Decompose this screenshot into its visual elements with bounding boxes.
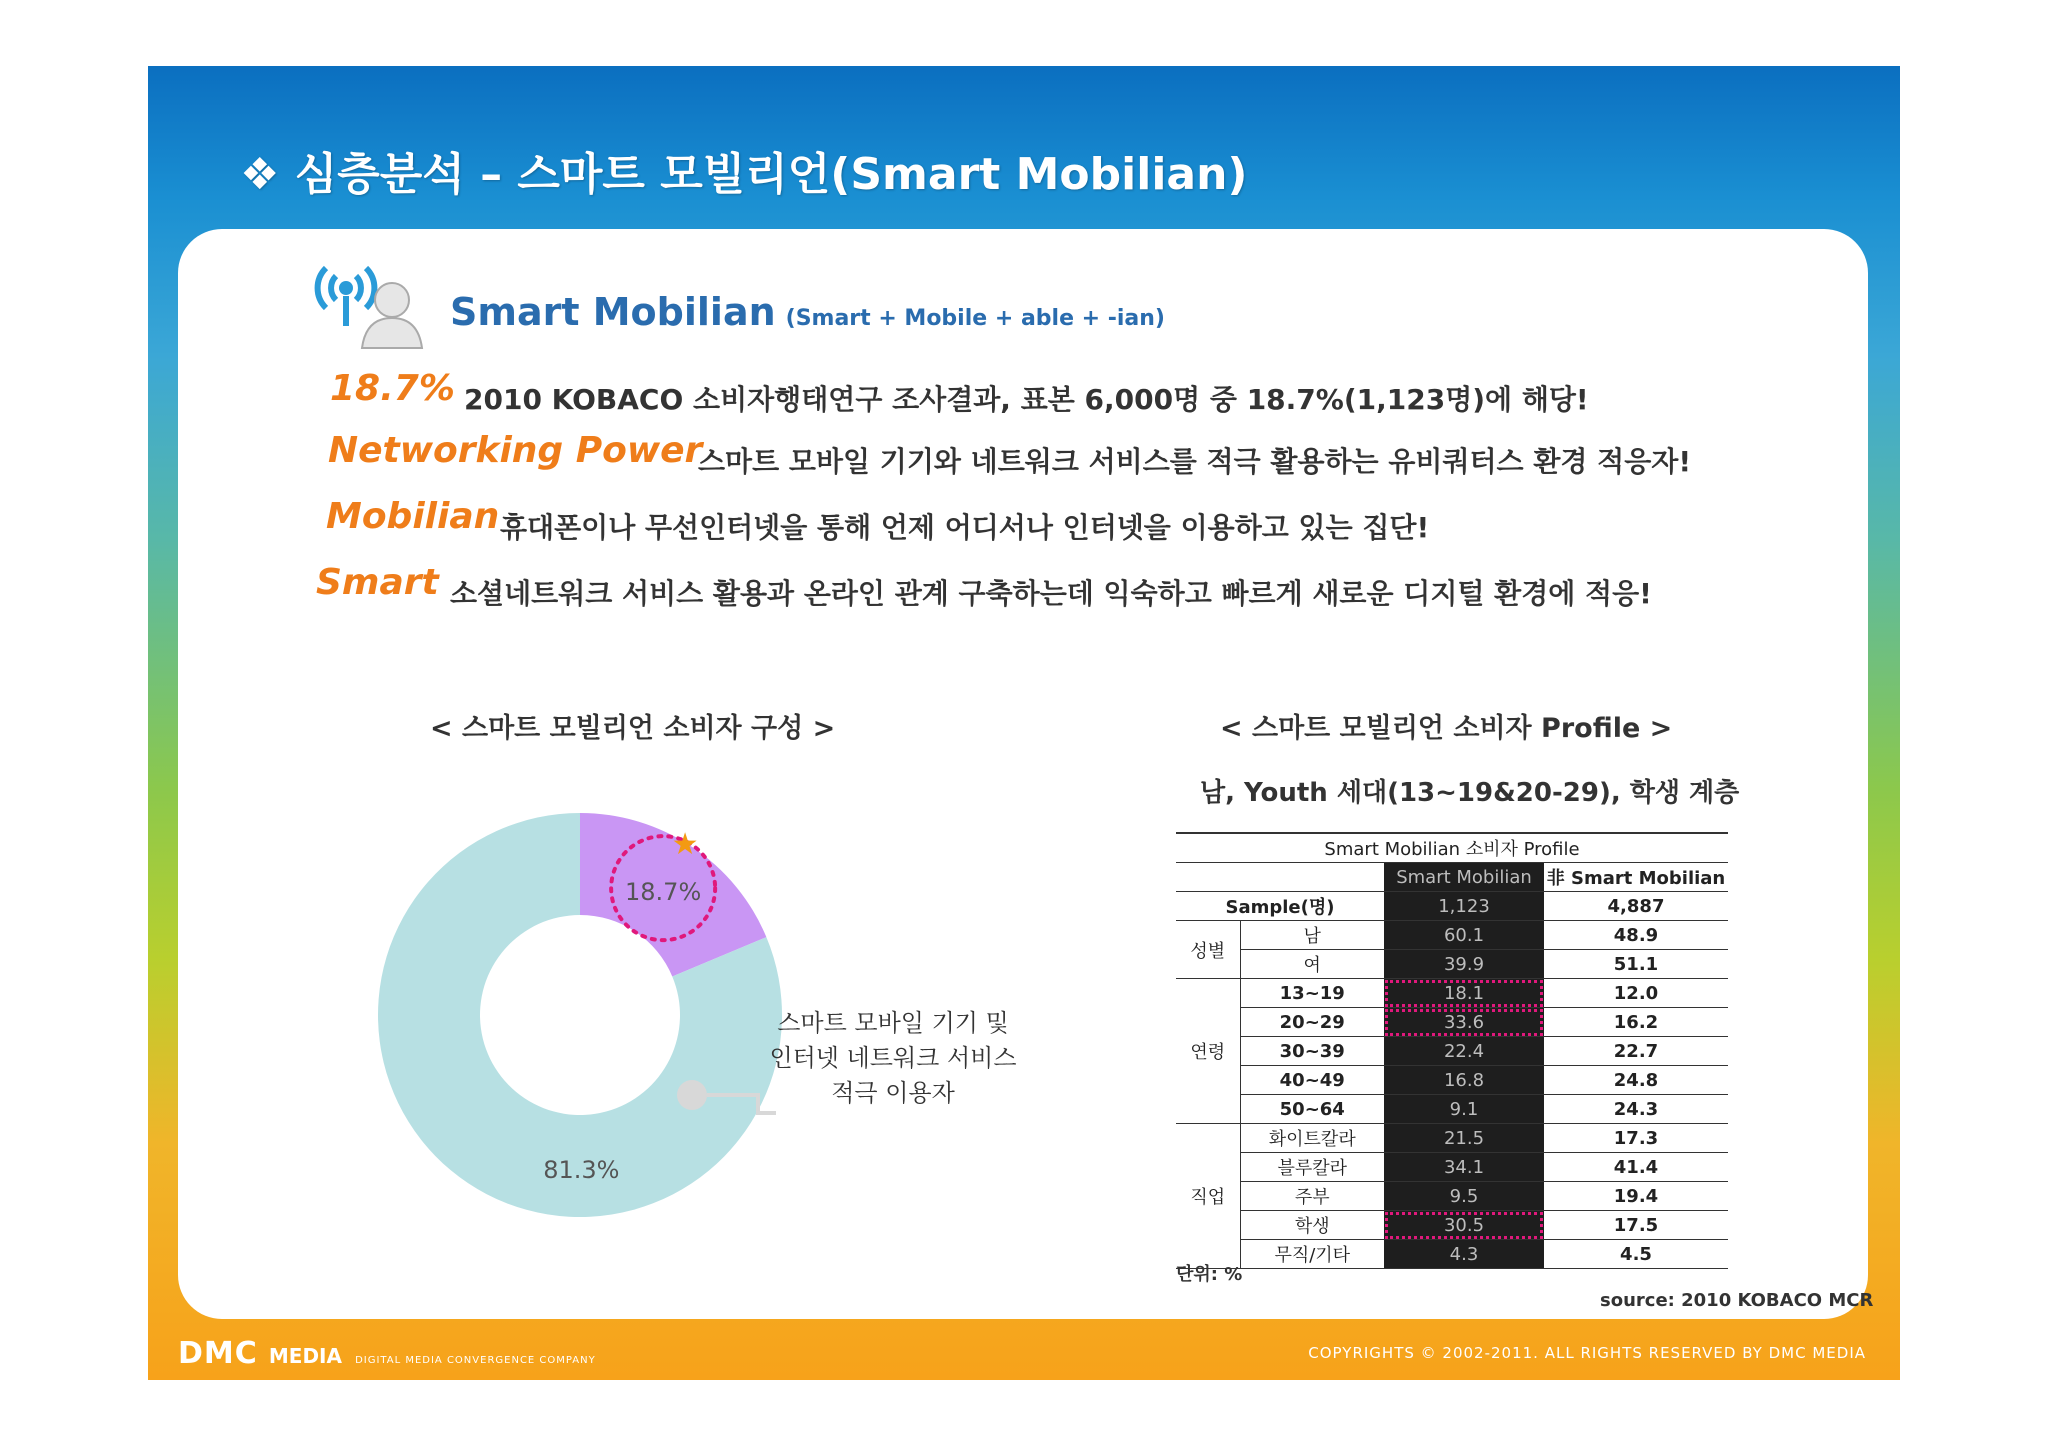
cell-smart: 34.1 <box>1384 1153 1544 1182</box>
table-caption-row <box>1176 833 1728 863</box>
group-label-job: 직업 <box>1176 1124 1240 1269</box>
cell-smart-highlighted: 33.6 <box>1384 1008 1544 1037</box>
table-row <box>1176 1124 1728 1153</box>
row-label: 무직/기타 <box>1240 1240 1384 1269</box>
group-label-age: 연령 <box>1176 979 1240 1124</box>
source-label: source: 2010 KOBACO MCR <box>1600 1290 1874 1311</box>
cell-non-smart: 17.5 <box>1544 1211 1728 1240</box>
table-row <box>1176 1211 1728 1240</box>
cell-smart: 16.8 <box>1384 1066 1544 1095</box>
cell-non-smart: 16.2 <box>1544 1008 1728 1037</box>
footer-logo <box>178 1336 596 1371</box>
keyword-desc-2: 스마트 모바일 기기와 네트워크 서비스를 적극 활용하는 유비쿼터스 환경 적응자! <box>698 445 1692 478</box>
row-label: 남 <box>1240 921 1384 950</box>
row-label: 주부 <box>1240 1182 1384 1211</box>
company-tagline: DIGITAL MEDIA CONVERGENCE COMPANY <box>355 1355 596 1366</box>
cell-non-smart: 4,887 <box>1544 892 1728 921</box>
slide-title: ❖ 심층분석 – 스마트 모빌리언(Smart Mobilian) <box>240 149 1248 200</box>
cell-smart-highlighted: 30.5 <box>1384 1211 1544 1240</box>
group-label-gender: 성별 <box>1176 921 1240 979</box>
keyword-term-3: Mobilian <box>326 496 500 537</box>
keyword-desc-3: 휴대폰이나 무선인터넷을 통해 언제 어디서나 인터넷을 이용하고 있는 집단! <box>500 511 1430 544</box>
cell-non-smart: 51.1 <box>1544 950 1728 979</box>
col-header-smart: Smart Mobilian <box>1384 863 1544 892</box>
company-logo-media: MEDIA <box>268 1344 342 1368</box>
table-row <box>1176 979 1728 1008</box>
row-label: 13~19 <box>1240 979 1384 1008</box>
table-row <box>1176 1066 1728 1095</box>
row-label: 블루칼라 <box>1240 1153 1384 1182</box>
cell-non-smart: 48.9 <box>1544 921 1728 950</box>
row-label: 50~64 <box>1240 1095 1384 1124</box>
cell-smart: 21.5 <box>1384 1124 1544 1153</box>
keyword-desc-1: 2010 KOBACO 소비자행태연구 조사결과, 표본 6,000명 중 18.7%(1,123명)에 해당! <box>464 383 1589 416</box>
unit-label: 단위: % <box>1176 1264 1243 1285</box>
row-label: Sample(명) <box>1176 892 1384 921</box>
donut-label-other: 81.3% <box>543 1156 620 1185</box>
cell-non-smart: 4.5 <box>1544 1240 1728 1269</box>
col-header-non-smart: 非 Smart Mobilian <box>1544 863 1728 892</box>
row-label: 여 <box>1240 950 1384 979</box>
keyword-term-4: Smart <box>316 562 439 603</box>
table-row <box>1176 1182 1728 1211</box>
callout-anchor-dot <box>677 1080 707 1110</box>
profile-table <box>1176 832 1728 1269</box>
keyword-desc-4: 소셜네트워크 서비스 활용과 온라인 관계 구축하는데 익숙하고 빠르게 새로운 디지털 환경에 적응! <box>450 577 1652 610</box>
table-row <box>1176 1037 1728 1066</box>
heading-etymology: (Smart + Mobile + able + -ian) <box>785 306 1165 331</box>
cell-smart: 39.9 <box>1384 950 1544 979</box>
cell-smart: 9.5 <box>1384 1182 1544 1211</box>
cell-non-smart: 22.7 <box>1544 1037 1728 1066</box>
cell-non-smart: 41.4 <box>1544 1153 1728 1182</box>
cell-non-smart: 17.3 <box>1544 1124 1728 1153</box>
table-header-row <box>1176 863 1728 892</box>
cell-smart: 9.1 <box>1384 1095 1544 1124</box>
copyright-text: COPYRIGHTS © 2002-2011. ALL RIGHTS RESERVED BY DMC MEDIA <box>1308 1344 1866 1362</box>
cell-smart: 22.4 <box>1384 1037 1544 1066</box>
table-row <box>1176 921 1728 950</box>
table-row <box>1176 950 1728 979</box>
cell-non-smart: 12.0 <box>1544 979 1728 1008</box>
heading-term: Smart Mobilian <box>450 290 776 334</box>
table-row <box>1176 1240 1728 1269</box>
row-label: 학생 <box>1240 1211 1384 1240</box>
company-logo: DMC <box>178 1336 258 1371</box>
star-icon: ★ <box>671 827 699 863</box>
row-label: 40~49 <box>1240 1066 1384 1095</box>
donut-label-smart: 18.7% <box>625 878 702 907</box>
table-row <box>1176 892 1728 921</box>
cell-smart: 60.1 <box>1384 921 1544 950</box>
cell-smart: 1,123 <box>1384 892 1544 921</box>
table-row <box>1176 1153 1728 1182</box>
cell-non-smart: 24.8 <box>1544 1066 1728 1095</box>
smart-mobilian-heading <box>450 290 1165 334</box>
keyword-term-2: Networking Power <box>328 430 703 471</box>
composition-title: < 스마트 모빌리언 소비자 구성 > <box>430 713 836 744</box>
cell-smart-highlighted: 18.1 <box>1384 979 1544 1008</box>
row-label: 화이트칼라 <box>1240 1124 1384 1153</box>
composition-callout: 스마트 모바일 기기 및 인터넷 네트워크 서비스 적극 이용자 <box>769 1009 1017 1107</box>
row-label: 30~39 <box>1240 1037 1384 1066</box>
row-label: 20~29 <box>1240 1008 1384 1037</box>
cell-smart: 4.3 <box>1384 1240 1544 1269</box>
table-caption: Smart Mobilian 소비자 Profile <box>1176 833 1728 863</box>
cell-non-smart: 24.3 <box>1544 1095 1728 1124</box>
composition-donut-chart <box>360 800 810 1250</box>
profile-title: < 스마트 모빌리언 소비자 Profile > <box>1220 713 1673 744</box>
wireless-user-icon <box>296 250 426 350</box>
keyword-term-1: 18.7% <box>330 368 455 409</box>
cell-non-smart: 19.4 <box>1544 1182 1728 1211</box>
table-row <box>1176 1095 1728 1124</box>
table-row <box>1176 1008 1728 1037</box>
profile-subtitle: 남, Youth 세대(13~19&20-29), 학생 계층 <box>1200 778 1740 808</box>
